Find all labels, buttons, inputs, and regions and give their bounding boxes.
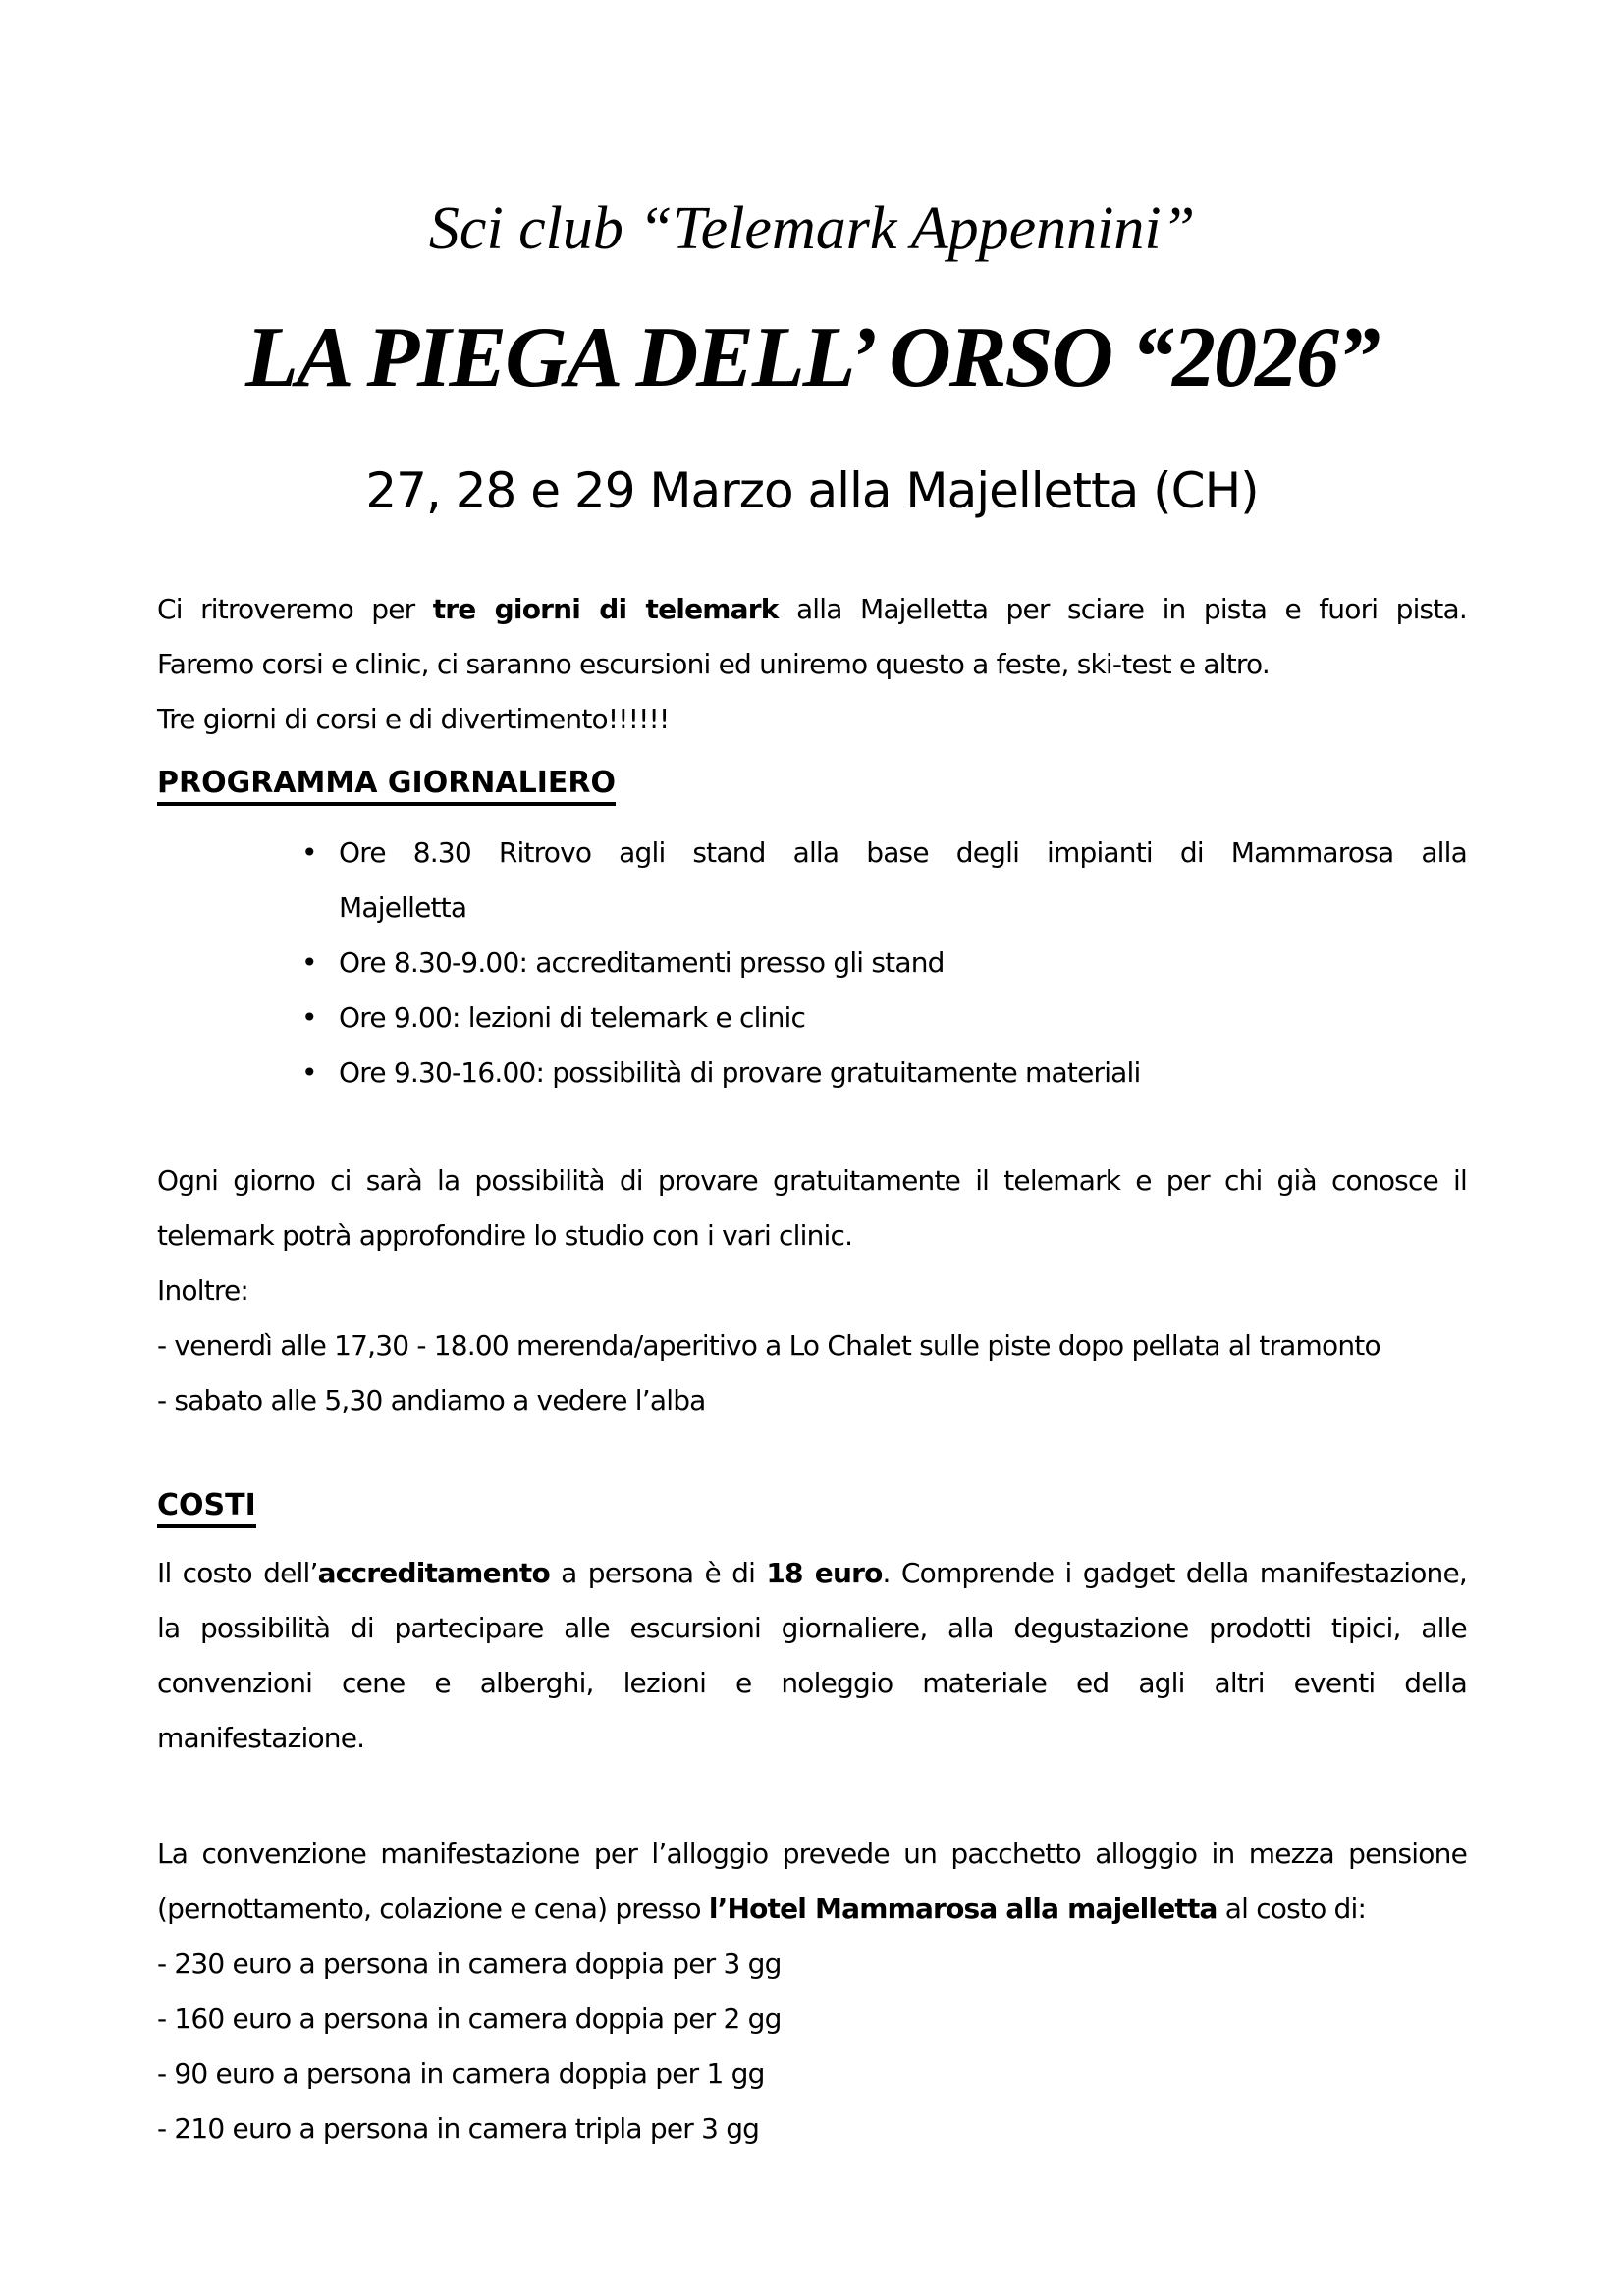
bold-text: tre giorni di telemark <box>432 593 779 625</box>
text-line <box>157 1937 1467 1992</box>
bold-text: 18 euro <box>766 1557 883 1589</box>
text-line <box>157 1373 1467 1428</box>
costs-heading <box>157 1478 1467 1533</box>
club-title: Sci club “Telemark Appennini” <box>428 195 1196 262</box>
text-segment: Inoltre: <box>157 1274 249 1307</box>
text-line <box>157 1263 1467 1318</box>
bullet-item <box>157 935 1467 990</box>
text-segment: - 90 euro a persona in camera doppia per 1 gg <box>157 2057 765 2090</box>
bold-text: l’Hotel Mammarosa alla majelletta <box>708 1893 1218 1925</box>
text-line <box>339 935 1467 990</box>
text-line <box>157 1601 1467 1656</box>
bold-text: accreditamento <box>317 1557 550 1589</box>
text-segment: Faremo corsi e clinic, ci saranno escursioni ed uniremo questo a feste, ski-test e altro. <box>157 648 1270 680</box>
text-segment: Majelletta <box>339 891 467 924</box>
text-segment: Ogni giorno ci sarà la possibilità di provare gratuitamente il telemark e per chi già conosce il <box>157 1164 1467 1197</box>
text-line <box>157 1711 1467 1766</box>
bullet-icon: • <box>301 1001 317 1034</box>
text-segment: a persona è di <box>549 1557 767 1589</box>
text-segment: Il costo dell’ <box>157 1557 318 1589</box>
program-bullet-list <box>157 826 1467 1100</box>
program-heading <box>157 756 1467 811</box>
text-segment: manifestazione. <box>157 1722 365 1754</box>
details-paragraph <box>157 1153 1467 1428</box>
text-line <box>157 2102 1467 2157</box>
text-line <box>157 1992 1467 2047</box>
text-segment: Ci ritroveremo per <box>157 593 433 625</box>
text-segment: alla Majelletta per sciare in pista e fuori pista. <box>778 593 1467 625</box>
text-segment: la possibilità di partecipare alle escursioni giornaliere, alla degustazione prodotti tipici, alle <box>157 1612 1467 1644</box>
bullet-content <box>339 1045 1467 1100</box>
text-line <box>157 1656 1467 1711</box>
text-segment: Ore 9.00: lezioni di telemark e clinic <box>339 1001 806 1034</box>
text-segment: telemark potrà approfondire lo studio con i vari clinic. <box>157 1219 853 1252</box>
text-segment: - 160 euro a persona in camera doppia per 2 gg <box>157 2002 782 2035</box>
bullet-content <box>339 935 1467 990</box>
text-line <box>157 637 1467 692</box>
text-segment: al costo di: <box>1217 1893 1367 1925</box>
text-line <box>157 1208 1467 1263</box>
text-line <box>157 1882 1467 1937</box>
text-line <box>339 826 1467 881</box>
text-line <box>157 1318 1467 1373</box>
text-segment: . Comprende i gadget della manifestazione, <box>882 1557 1467 1589</box>
bullet-content <box>339 826 1467 935</box>
text-segment: Ore 8.30-9.00: accreditamenti presso gli stand <box>339 946 945 979</box>
costs-paragraph <box>157 1546 1467 1766</box>
text-segment: - venerdì alle 17,30 - 18.00 merenda/aperitivo a Lo Chalet sulle piste dopo pellata al tramonto <box>157 1329 1380 1362</box>
text-segment: - 230 euro a persona in camera doppia per 3 gg <box>157 1948 782 1980</box>
text-line <box>157 2047 1467 2102</box>
text-line <box>157 582 1467 637</box>
text-segment: convenzioni cene e alberghi, lezioni e noleggio materiale ed agli altri eventi della <box>157 1667 1467 1699</box>
text-segment: (pernottamento, colazione e cena) presso <box>157 1893 709 1925</box>
text-line <box>339 1045 1467 1100</box>
text-line <box>157 1546 1467 1601</box>
text-segment: Ore 9.30-16.00: possibilità di provare gratuitamente materiali <box>339 1056 1141 1089</box>
text-line <box>339 881 1467 935</box>
bullet-icon: • <box>301 1056 317 1089</box>
program-heading-text: PROGRAMMA GIORNALIERO <box>157 766 616 806</box>
event-title: LA PIEGA DELL’ ORSO “2026” <box>244 310 1380 405</box>
bullet-icon: • <box>301 946 317 979</box>
text-line <box>157 692 1467 747</box>
bullet-item <box>157 1045 1467 1100</box>
text-segment: Ore 8.30 Ritrovo agli stand alla base degli impianti di Mammarosa alla <box>339 836 1467 869</box>
bullet-icon: • <box>301 836 317 869</box>
bullet-item <box>157 826 1467 935</box>
bullet-content <box>339 990 1467 1045</box>
lodging-paragraph <box>157 1827 1467 2157</box>
text-line <box>157 1153 1467 1208</box>
bullet-item <box>157 990 1467 1045</box>
text-segment: La convenzione manifestazione per l’alloggio prevede un pacchetto alloggio in mezza pensione <box>157 1838 1467 1870</box>
costs-heading-text: COSTI <box>157 1488 256 1528</box>
text-segment: Tre giorni di corsi e di divertimento!!!!!! <box>157 703 670 735</box>
text-segment: - 210 euro a persona in camera tripla per 3 gg <box>157 2112 760 2145</box>
intro-paragraph <box>157 582 1467 747</box>
event-dates: 27, 28 e 29 Marzo alla Majelletta (CH) <box>365 462 1259 519</box>
text-line <box>339 990 1467 1045</box>
text-line <box>157 1827 1467 1882</box>
text-segment: - sabato alle 5,30 andiamo a vedere l’alba <box>157 1384 706 1416</box>
